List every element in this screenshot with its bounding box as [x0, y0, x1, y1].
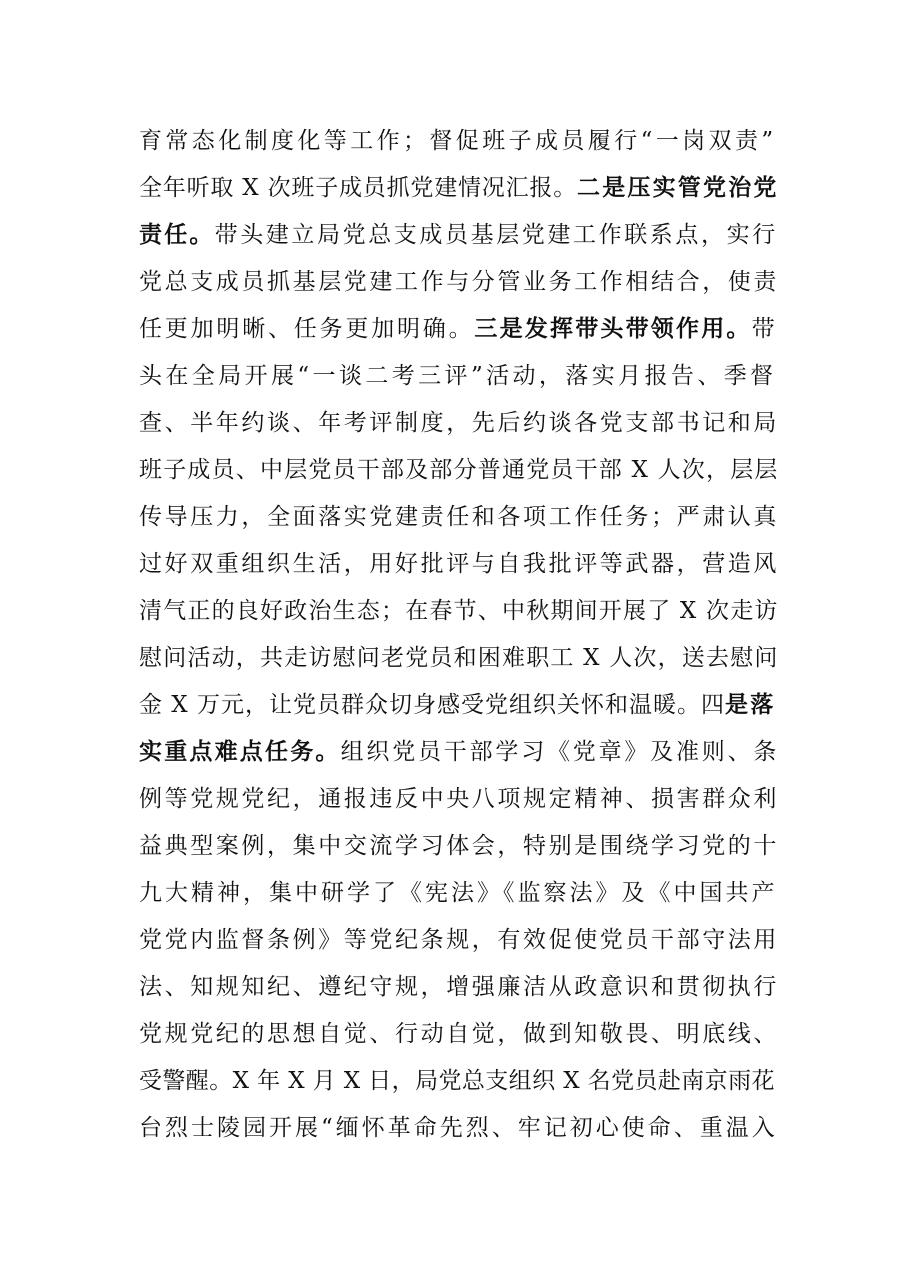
text-line — [139, 165, 779, 212]
text-line — [139, 494, 779, 541]
body-text: 例等党规党纪，通报违反中央八项规定精神、损害群众利 — [139, 786, 779, 812]
bold-heading-text: 三是发挥带头带领作用。 — [474, 316, 752, 342]
text-line — [139, 870, 779, 917]
body-text: 法、知规知纪、遵纪守规，增强廉洁从政意识和贯彻执行 — [139, 974, 779, 1000]
text-line — [139, 306, 779, 353]
text-line — [139, 682, 779, 729]
text-line — [139, 729, 779, 776]
body-text: 带头建立局党总支成员基层党建工作联系点，实行 — [214, 222, 778, 248]
text-line — [139, 776, 779, 823]
body-text: 带 — [751, 316, 778, 342]
body-text: 受警醒。X 年 X 月 X 日，局党总支组织 X 名党员赴南京雨花 — [139, 1068, 775, 1094]
body-text: 益典型案例，集中交流学习体会，特别是围绕学习党的十 — [139, 833, 779, 859]
text-line — [139, 541, 779, 588]
body-text: 班子成员、中层党员干部及部分普通党员干部 X 人次，层层 — [139, 457, 779, 483]
body-text: 九大精神，集中研学了《宪法》《监察法》及《中国共产 — [139, 880, 778, 906]
text-line — [139, 917, 779, 964]
body-text: 过好双重组织生活，用好批评与自我批评等武器，营造风 — [139, 551, 779, 577]
bold-heading-text: 二是压实管党治党 — [577, 175, 779, 201]
body-text: 组织党员干部学习《党章》及准则、条 — [340, 739, 780, 765]
text-line — [139, 1105, 779, 1152]
body-text: 清气正的良好政治生态；在春节、中秋期间开展了 X 次走访 — [139, 598, 779, 624]
body-text: 党总支成员抓基层党建工作与分管业务工作相结合，使责 — [139, 269, 779, 295]
body-text: 慰问活动，共走访慰问老党员和困难职工 X 人次，送去慰问 — [139, 645, 779, 671]
text-line — [139, 964, 779, 1011]
text-line — [139, 635, 779, 682]
text-line — [139, 1011, 779, 1058]
body-text: 育常态化制度化等工作；督促班子成员履行“一岗双责” — [139, 128, 777, 154]
body-text: 头在全局开展“一谈二考三评”活动，落实月报告、季督 — [139, 363, 777, 389]
text-line — [139, 447, 779, 494]
text-line — [139, 400, 779, 447]
body-text: 台烈士陵园开展“缅怀革命先烈、牢记初心使命、重温入 — [139, 1115, 778, 1141]
text-line — [139, 353, 779, 400]
text-line — [139, 118, 779, 165]
body-text: 任更加明晰、任务更加明确。 — [139, 316, 475, 342]
text-line — [139, 588, 779, 635]
body-text: 金 X 万元，让党员群众切身感受党组织关怀和温暖。四 — [139, 692, 725, 718]
text-line — [139, 823, 779, 870]
text-line — [139, 1058, 779, 1105]
body-paragraph — [139, 118, 779, 1152]
body-text: 党规党纪的思想自觉、行动自觉，做到知敬畏、明底线、 — [139, 1021, 779, 1047]
body-text: 查、半年约谈、年考评制度，先后约谈各党支部书记和局 — [139, 410, 779, 436]
text-line — [139, 259, 779, 306]
body-text: 全年听取 X 次班子成员抓党建情况汇报。 — [139, 175, 577, 201]
bold-heading-text: 实重点难点任务。 — [139, 739, 341, 765]
text-line — [139, 212, 779, 259]
bold-heading-text: 责任。 — [139, 222, 215, 248]
bold-heading-text: 是落 — [725, 692, 776, 718]
body-text: 传导压力，全面落实党建责任和各项工作任务；严肃认真 — [139, 504, 779, 530]
body-text: 党党内监督条例》等党纪条规，有效促使党员干部守法用 — [139, 927, 779, 953]
